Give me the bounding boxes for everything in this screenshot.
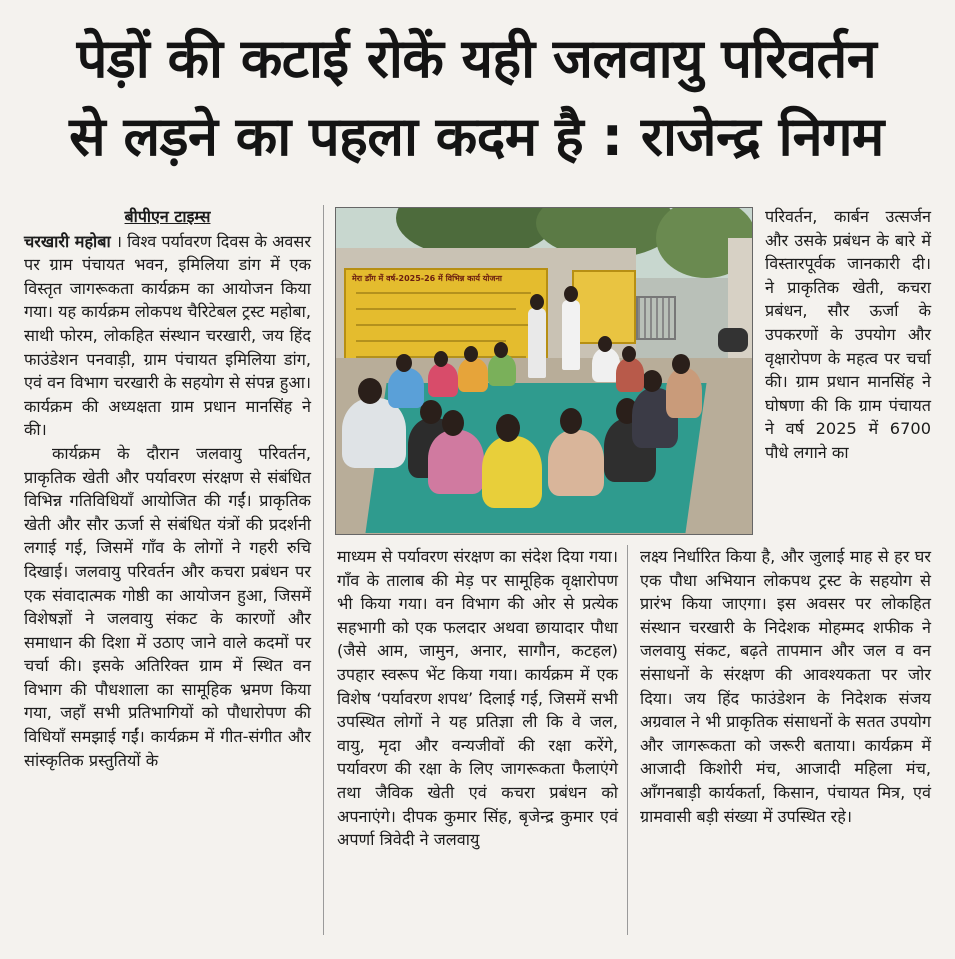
paragraph-1-text: । विश्व पर्यावरण दिवस के अवसर पर ग्राम पंचायत भवन, इमिलिया डांग में एक विस्तृत जागरूकता कार्यक्रम का आयोजन किया गया। यह कार्यक्रम लोकपथ चैरिटेबल ट्रस्ट महोबा, साथी फोरम, लोकहित संस्थान चरखारी, जय हिंद फाउंडेशन पनवाड़ी, ग्राम पंचायत इमिलिया डांग, एवं वन विभाग चरखारी के सहयोग से संपन्न हुआ। कार्यक्रम की अध्यक्षता ग्राम प्रधान मानसिंह ने की।	[24, 231, 311, 440]
article-column-2	[337, 545, 618, 852]
paragraph-3-top: परिवर्तन, कार्बन उत्सर्जन और उसके प्रबंधन के बारे में विस्तारपूर्वक जानकारी दी। ने प्राकृतिक खेती, कचरा प्रबंधन, सौर ऊर्जा के उपकरणों के उपयोग और वृक्षारोपण के महत्व पर चर्चा की। ग्राम प्रधान मानसिंह ने घोषणा की कि ग्राम पंचायत ने वर्ष 2025 में 6700 पौधे लगाने का	[765, 207, 931, 462]
column-divider	[323, 205, 324, 935]
paragraph-col3: लक्ष्य निर्धारित किया है, और जुलाई माह से हर घर एक पौधा अभियान लोकपथ ट्रस्ट के सहयोग से प्रारंभ किया जाएगा। इस अवसर पर लोकहित संस्थान चरखारी के निदेशक मोहम्मद शफीक ने जलवायु संकट, बढ़ते तापमान और जल व वन संसाधनों के संरक्षण की आवश्यकता पर जोर दिया। जय हिंद फाउंडेशन के निदेशक संजय अग्रवाल ने भी प्राकृतिक संसाधनों के सतत उपयोग और जागरूकता को जरूरी बताया। कार्यक्रम में आजादी किशोरी मंच, आजादी महिला मंच, आँगनबाड़ी कार्यकर्ता, किसान, पंचायत मित्र, एवं ग्रामवासी बड़ी संख्या में उपस्थित रहे।	[640, 547, 931, 826]
paragraph-1	[24, 230, 311, 442]
paragraph-2: कार्यक्रम के दौरान जलवायु परिवर्तन, प्राकृतिक खेती और पर्यावरण संरक्षण से संबंधित विभिन्न गतिविधियाँ आयोजित की गईं। प्राकृतिक खेती और सौर ऊर्जा से संबंधित यंत्रों की प्रदर्शनी लगाई गई, जिसमें गाँव के लोगों ने गहरी रुचि दिखाई। जलवायु परिवर्तन और कचरा प्रबंधन पर एक संवादात्मक गोष्ठी का आयोजन हुआ, जिसमें विशेषज्ञों ने जलवायु संकट के कारणों और समाधान की दिशा में उठाए जाने वाले कदमों पर चर्चा की। इसके अतिरिक्त ग्राम में स्थित वन विभाग की पौधशाला का सामूहिक भ्रमण किया गया, जहाँ सभी प्रतिभागियों को पौधारोपण की विधियाँ समझाई गईं। कार्यक्रम में गीत-संगीत और सांस्कृतिक प्रस्तुतियों के	[24, 443, 311, 770]
byline: बीपीएन टाइम्स	[124, 207, 211, 226]
article-column-1	[24, 205, 311, 772]
banner-text: मेरा डाँग में वर्ष-2025-26 में विभिन्न कार्य योजना	[352, 274, 502, 283]
event-photo	[336, 208, 752, 534]
article-column-3-top	[765, 205, 931, 465]
article-column-3	[640, 545, 931, 828]
headline-line-2: से लड़ने का पहला कदम है : राजेन्द्र निगम	[69, 105, 884, 168]
headline	[14, 20, 939, 176]
column-divider	[627, 545, 628, 935]
dateline: चरखारी महोबा	[24, 231, 111, 251]
headline-line-1: पेड़ों की कटाई रोकें यही जलवायु परिवर्तन	[76, 27, 877, 90]
paragraph-col2: माध्यम से पर्यावरण संरक्षण का संदेश दिया गया। गाँव के तालाब की मेड़ पर सामूहिक वृक्षारोपण भी किया गया। वन विभाग की ओर से प्रत्येक सहभागी को एक फलदार अथवा छायादार पौधा (जैसे आम, जामुन, अनार, सागौन, कटहल) उपहार स्वरूप भेंट किया गया। कार्यक्रम में एक विशेष ‘पर्यावरण शपथ’ दिलाई गई, जिसमें सभी उपस्थित लोगों ने यह प्रतिज्ञा ली कि वे जल, वायु, मृदा और वन्यजीवों की रक्षा करेंगे, पर्यावरण की रक्षा के लिए जागरूकता फैलाएंगे तथा जैविक खेती एवं कचरा प्रबंधन को अपनाएंगे। दीपक कुमार सिंह, बृजेन्द्र कुमार एवं अपर्णा त्रिवेदी ने जलवायु	[337, 547, 618, 850]
